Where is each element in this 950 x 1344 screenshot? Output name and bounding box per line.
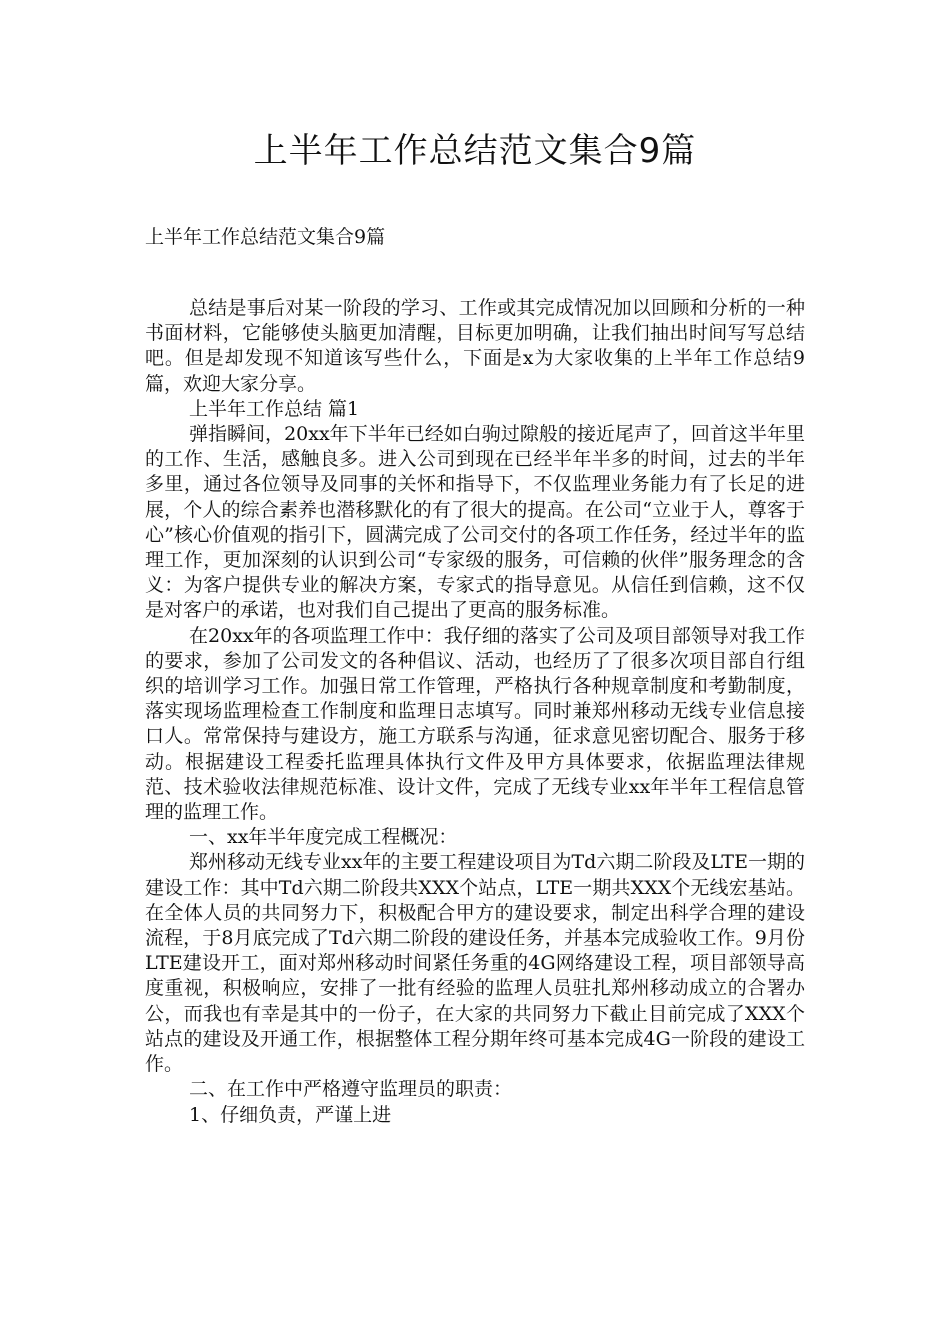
paragraph-project-overview: 郑州移动无线专业xx年的主要工程建设项目为Td六期二阶段及LTE一期的建设工作：其中Td六期二阶段共XXX个站点，LTE一期共XXX个无线宏基站。 在全体人员的共同努力下，积极配合甲方的建设要求，制定出科学合理的建设流程，于8月底完成了Td六期二阶段的建设任务，并基本完成验收工作。9月份LTE建设开工，面对郑州移动时间紧任务重的4G网络建设工程，项目部领导高度重视，积极响应，安排了一批有经验的监理人员驻扎郑州移动成立的合署办公，而我也有幸是其中的一份子，在大家的共同努力下截止目前完成了XXX个站点的建设及开通工作，根据整体工程分期年终可基本完成4G一阶段的建设工作。: [145, 851, 805, 1076]
document-body: [145, 296, 805, 1128]
list-item-duty-1: 1、仔细负责，严谨上进: [189, 1103, 392, 1126]
document-subtitle: 上半年工作总结范文集合9篇: [145, 226, 386, 248]
paragraph-supervision-work: 在20xx年的各项监理工作中：我仔细的落实了公司及项目部领导对我工作的要求，参加了公司发文的各种倡议、活动，也经历了了很多次项目部自行组织的培训学习工作。加强日常工作管理，严格执行各种规章制度和考勤制度，落实现场监理检查工作制度和监理日志填写。同时兼郑州移动无线专业信息接口人。常常保持与建设方，施工方联系与沟通，征求意见密切配合、服务于移动。根据建设工程委托监理具体执行文件及甲方具体要求，依据监理法律规范、技术验收法律规范标准、设计文件，完成了无线专业xx年半年工程信息管理的监理工作。: [145, 624, 805, 824]
paragraph-intro: 总结是事后对某一阶段的学习、工作或其完成情况加以回顾和分析的一种书面材料，它能够使头脑更加清醒，目标更加明确，让我们抽出时间写写总结吧。但是却发现不知道该写些什么，下面是x为大家收集的上半年工作总结9篇，欢迎大家分享。: [145, 297, 805, 395]
section-heading-duties: 二、在工作中严格遵守监理员的职责：: [189, 1078, 513, 1101]
section-heading-project-overview: 一、xx年半年度完成工程概况：: [189, 826, 458, 849]
section-heading-part1: 上半年工作总结 篇1: [189, 397, 360, 420]
paragraph-reflection: 弹指瞬间，20xx年下半年已经如白驹过隙般的接近尾声了，回首这半年里的工作、生活，感触良多。进入公司到现在已经半年半多的时间，过去的半年多里，通过各位领导及同事的关怀和指导下，不仅监理业务能力有了长足的进展，个人的综合素养也潜移默化的有了很大的提高。在公司“立业于人，尊客于心”核心价值观的指引下，圆满完成了公司交付的各项工作任务，经过半年的监理工作，更加深刻的认识到公司“专家级的服务，可信赖的伙伴”服务理念的含义：为客户提供专业的解决方案，专家式的指导意见。从信任到信赖，这不仅是对客户的承诺，也对我们自己提出了更高的服务标准。: [145, 423, 805, 622]
document-title: 上半年工作总结范文集合9篇: [253, 131, 697, 171]
